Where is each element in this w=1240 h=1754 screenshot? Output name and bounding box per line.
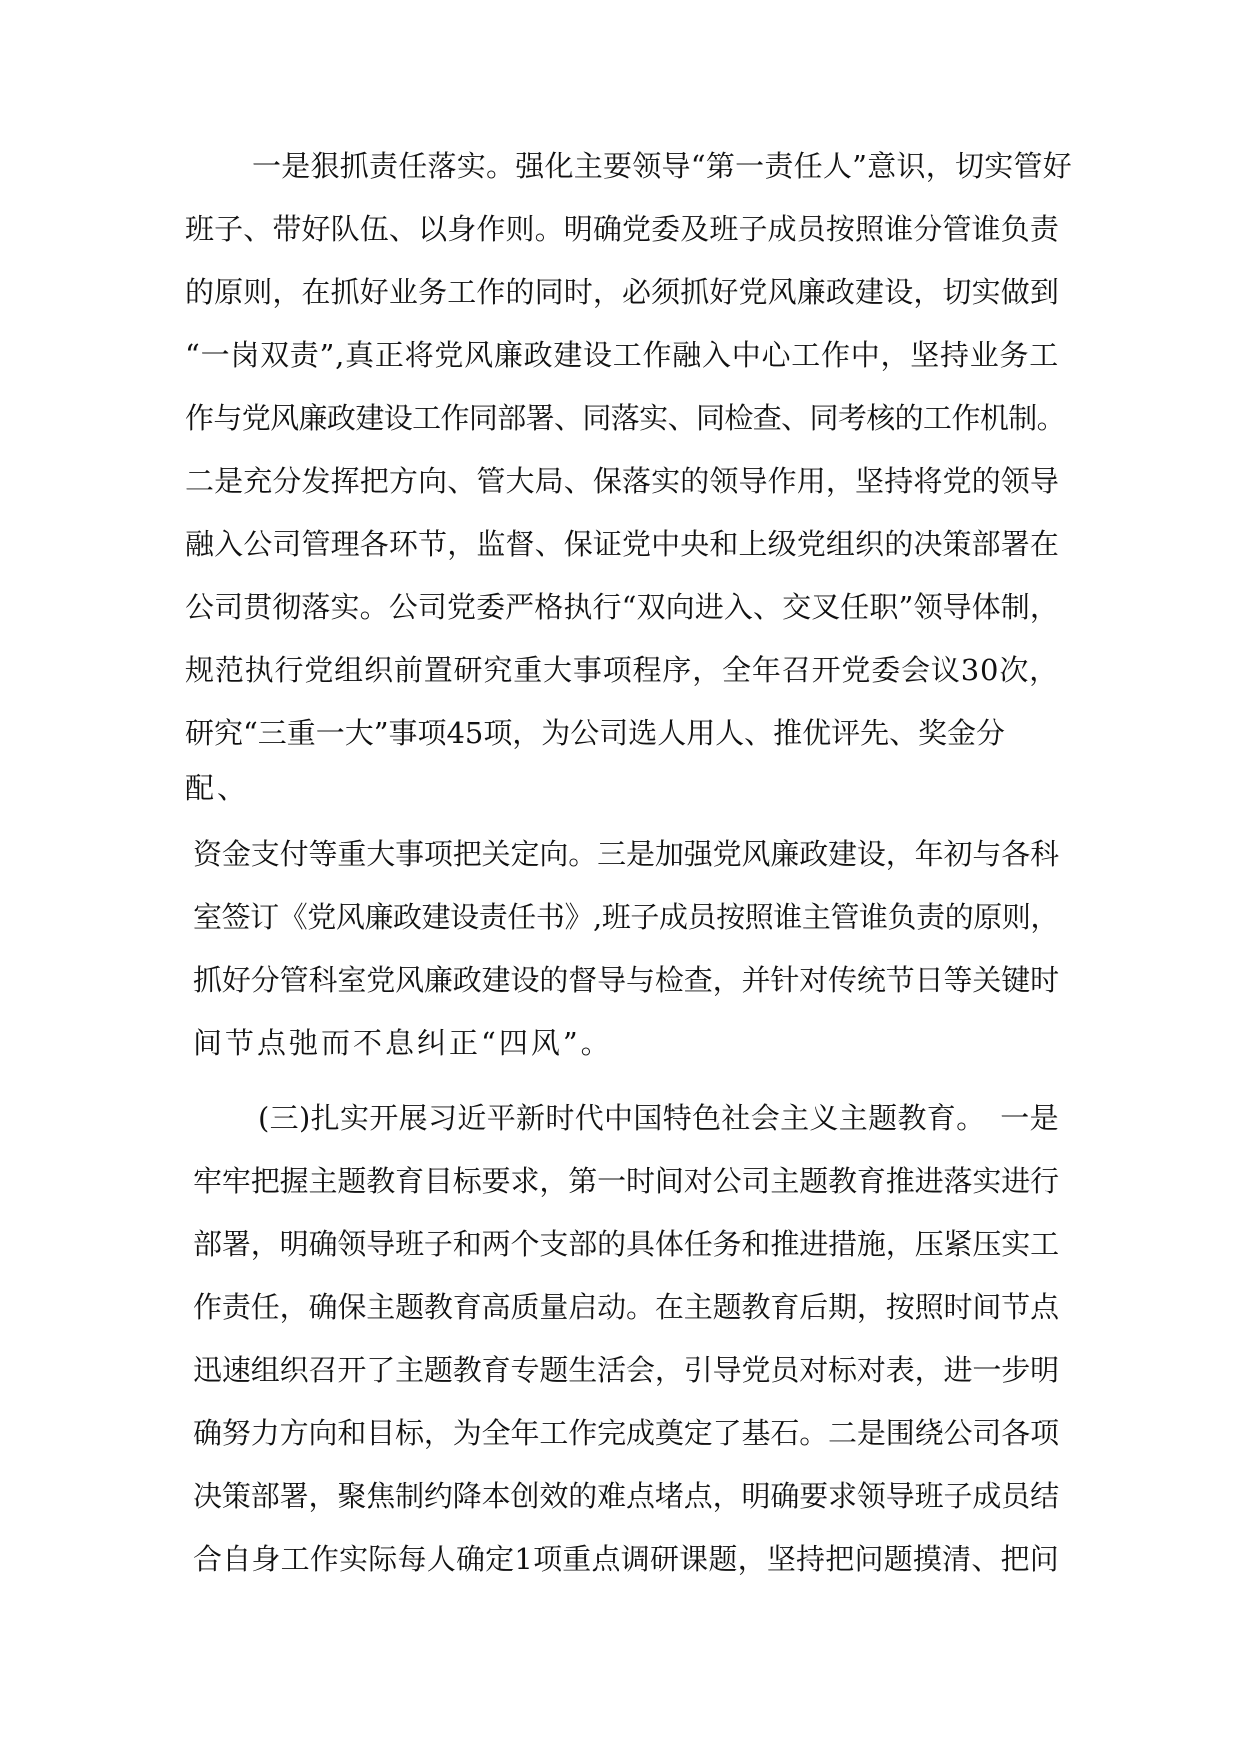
text-line: 的原则，在抓好业务工作的同时，必须抓好党风廉政建设，切实做到 [185,275,1059,309]
text-line: 融入公司管理各环节，监督、保证党中央和上级党组织的决策部署在 [185,527,1059,561]
text-line: “一岗双责”,真正将党风廉政建设工作融入中心工作中，坚持业务工 [185,338,1059,372]
text-line: 配、 [185,771,250,805]
text-line: 间节点弛而不息纠正“四风”。 [193,1026,613,1060]
text-line: 作责任，确保主题教育高质量启动。在主题教育后期，按照时间节点 [193,1290,1059,1324]
text-line: 迅速组织召开了主题教育专题生活会，引导党员对标对表，进一步明 [193,1353,1059,1387]
text-line: 公司贯彻落实。公司党委严格执行“双向进入、交叉任职”领导体制， [185,590,1059,624]
text-line: 抓好分管科室党风廉政建设的督导与检查，并针对传统节日等关键时 [193,963,1059,997]
text-line: 资金支付等重大事项把关定向。三是加强党风廉政建设，年初与各科 [193,837,1059,871]
text-line: 合自身工作实际每人确定1项重点调研课题，坚持把问题摸清、把问 [193,1542,1059,1576]
text-line: 班子、带好队伍、以身作则。明确党委及班子成员按照谁分管谁负责 [185,212,1059,246]
text-line: 二是充分发挥把方向、管大局、保落实的领导作用，坚持将党的领导 [185,464,1059,498]
text-line: 室签订《党风廉政建设责任书》,班子成员按照谁主管谁负责的原则， [193,900,1059,934]
section-heading-line: (三)扎实开展习近平新时代中国特色社会主义主题教育。 一是 [258,1101,1059,1135]
text-line: 一是狠抓责任落实。强化主要领导“第一责任人”意识，切实管好 [252,149,1072,183]
text-line: 规范执行党组织前置研究重大事项程序，全年召开党委会议30次， [185,653,1059,687]
text-line: 作与党风廉政建设工作同部署、同落实、同检查、同考核的工作机制。 [185,401,1065,435]
text-line: 确努力方向和目标，为全年工作完成奠定了基石。二是围绕公司各项 [193,1416,1059,1450]
text-line: 决策部署，聚焦制约降本创效的难点堵点，明确要求领导班子成员结 [193,1479,1059,1513]
text-line: 部署，明确领导班子和两个支部的具体任务和推进措施，压紧压实工 [193,1227,1059,1261]
text-line: 牢牢把握主题教育目标要求，第一时间对公司主题教育推进落实进行 [193,1164,1059,1198]
text-line: 研究“三重一大”事项45项，为公司选人用人、推优评先、奖金分 [185,716,1005,750]
